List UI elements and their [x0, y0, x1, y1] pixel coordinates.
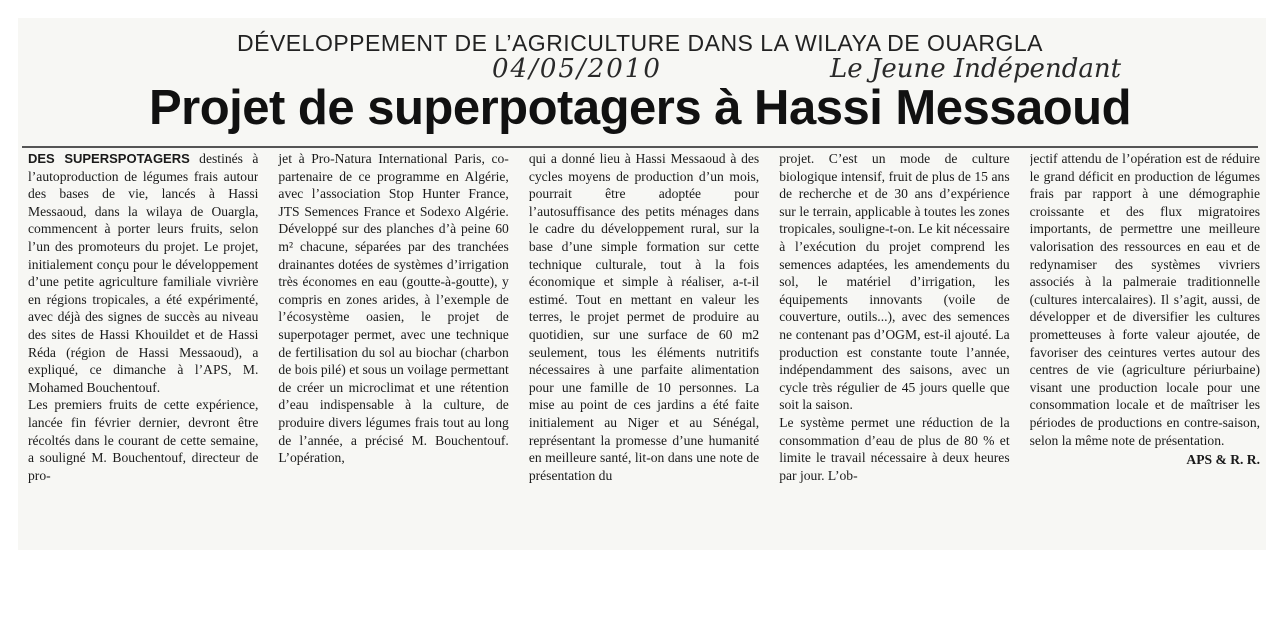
paragraph-text: destinés à l’autoproduction de légumes frais autour des bases de vie, lancés à Hassi Messaoud, dans la wilaya de Ouargla, commencent à porter leurs fruits, selon l’un des promoteurs du projet. Le projet, initialement conçu pour le développement d’une petite agriculture familiale vivrière en régions tropicales, a été expérimenté, avec déjà des signes de succès au niveau des sites de Hassi Khouildet et de Hassi Réda (région de Hassi Messaoud), a expliqué, ce dimanche à l’APS, M. Mohamed Bouchentouf. — [28, 151, 259, 395]
text-column-2 — [278, 150, 508, 542]
handwritten-source: Le Jeune Indépendant — [830, 54, 1122, 84]
paragraph: projet. C’est un mode de culture biologique intensif, fruit de plus de 15 ans de recherche et de 30 ans d’expérience sur le terrain, applicable à toutes les zones tropicales, souligne-t-on. Le kit nécessaire à l’exécution du projet comprend les semences adaptées, les amendements du sol, le matériel d’irrigation, les équipements innovants (voile de couverture, outils...), avec des semences ne contenant pas d’OGM, est-il ajouté. La production est constante toute l’année, indépendamment des saisons, avec un cycle très régulier de 45 jours quelle que soit la saison. — [779, 151, 1010, 413]
paragraph: Le système permet une réduction de la consommation d’eau de plus de 80 % et limite le travail nécessaire à deux heures par jour. L’ob- — [779, 414, 1010, 483]
text-column-1 — [28, 150, 258, 542]
paragraph: jet à Pro-Natura International Paris, co-partenaire de ce programme en Algérie, avec l’association Stop Hunter France, JTS Semences France et Sodexo Algérie. Développé sur des planches d’à peine 60 m² chacune, séparées par des tranchées drainantes dotées de systèmes d’irrigation très économes en eau (goutte-à-goutte), y compris en zones arides, à l’exemple de l’écosystème oasien, le projet de superpotager permet, avec une technique de fertilisation du sol au biochar (charbon de bois pilé) et sous un voilage permettant de créer un microclimat et une rétention d’eau indispensable à la culture, de produire divers légumes frais tout au long de l’année, a précisé M. Bouchentouf. L’opération, — [278, 151, 509, 466]
paragraph — [28, 150, 258, 396]
text-column-5 — [1030, 150, 1260, 542]
article-signature: APS & R. R. — [1186, 452, 1261, 468]
paragraph: jectif attendu de l’opération est de réduire le grand déficit en production de légumes frais par rapport à une démographie croissante et des flux migratoires importants, de permettre une meilleure valorisation des ressources en eau et de redynamiser des systèmes vivriers associés à la palmeraie traditionnelle (cultures intercalaires). Il s’agit, aussi, de développer et de diversifier les cultures prometteuses à forte valeur ajoutée, de favoriser des ceintures vertes autour des centres de vie (agriculture périurbaine) visant une production locale pour une consommation locale et de maîtriser les périodes de productions en contre-saison, selon la même note de présentation. — [1029, 151, 1261, 448]
text-column-4 — [779, 150, 1009, 542]
handwritten-date: 04/05/2010 — [492, 54, 662, 84]
article-headline: Projet de superpotagers à Hassi Messaoud — [148, 81, 1132, 135]
article-body — [28, 150, 1260, 542]
paragraph: qui a donné lieu à Hassi Messaoud à des cycles moyens de production d’un mois, pourrait être adoptée pour l’autosuffisance des petits ménages dans le cadre du développement rural, sur la base d’une simple formation sur cette technique culturale, tout à la fois économique et simple à réaliser, a-t-il estimé. Tout en mettant en valeur les terres, le projet permet de produire au quotidien, sur une surface de 60 m2 seulement, tous les éléments nutritifs nécessaires à une parfaite alimentation pour une famille de 10 personnes. La mise au point de ces jardins a été faite initialement au Niger et au Sénégal, représentant la promesse d’une humanité en meilleure santé, lit-on dans une note de présentation du — [528, 151, 760, 483]
text-column-3 — [529, 150, 759, 542]
article-kicker: DÉVELOPPEMENT DE L’AGRICULTURE DANS LA WILAYA DE OUARGLA — [237, 30, 1043, 56]
lead-in: DES SUPERSPOTAGERS — [28, 151, 190, 166]
headline-rule — [22, 146, 1258, 148]
paragraph: Les premiers fruits de cette expérience, lancée fin février dernier, devront être récoltés dans le courant de cette semaine, a souligné M. Bouchentouf, directeur de pro- — [28, 397, 259, 483]
